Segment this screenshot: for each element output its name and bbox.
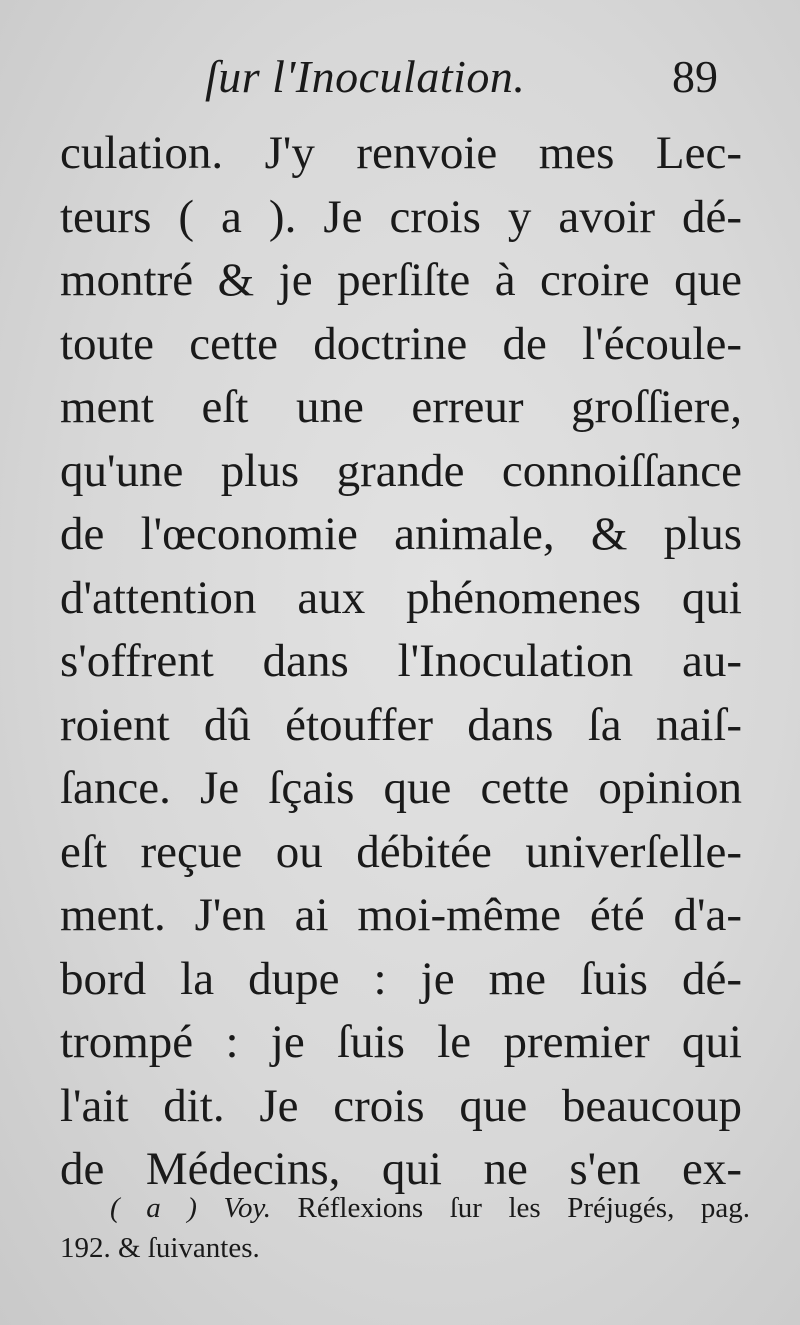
text-line: bord la dupe : je me ſuis dé- <box>60 952 742 1005</box>
text-line: montré & je perſiſte à croire que <box>60 254 742 306</box>
text-line: qu'une plus grande connoiſſance <box>60 444 742 497</box>
text-line: trompé : je ſuis le premier qui <box>60 1016 742 1068</box>
footnote-line-2: 192. & ſuivantes. <box>60 1232 260 1264</box>
text-line: culation. J'y renvoie mes Lec- <box>60 127 742 179</box>
main-text <box>60 122 742 1202</box>
text-line: teurs ( a ). Je crois y avoir dé- <box>60 190 742 243</box>
text-line: d'attention aux phénomenes qui <box>60 571 742 624</box>
page-header <box>0 50 800 110</box>
footnote-reference: Réflexions ſur les Préjugés, pag. <box>297 1192 751 1224</box>
running-title: ſur l'Inoculation. <box>205 51 526 102</box>
text-line: ment eſt une erreur groſſiere, <box>60 381 742 433</box>
page-number: 89 <box>672 51 718 102</box>
text-line: l'ait dit. Je crois que beaucoup <box>60 1079 742 1132</box>
footnote <box>60 1188 750 1268</box>
footnote-mark: ( a ) <box>110 1192 197 1224</box>
text-line: s'offrent dans l'Inoculation au- <box>60 635 742 687</box>
text-line: ment. J'en ai moi-même été d'a- <box>60 889 742 941</box>
text-line: ſance. Je ſçais que cette opinion <box>60 762 742 814</box>
text-line: roient dû étouffer dans ſa naiſ- <box>60 698 742 751</box>
footnote-line-1 <box>60 1188 750 1228</box>
footnote-voy: Voy. <box>223 1192 271 1224</box>
text-line: eſt reçue ou débitée univerſelle- <box>60 825 742 878</box>
text-line: de Médecins, qui ne s'en ex- <box>60 1143 742 1195</box>
text-line: de l'œconomie animale, & plus <box>60 508 742 560</box>
text-line: toute cette doctrine de l'écoule- <box>60 317 742 370</box>
